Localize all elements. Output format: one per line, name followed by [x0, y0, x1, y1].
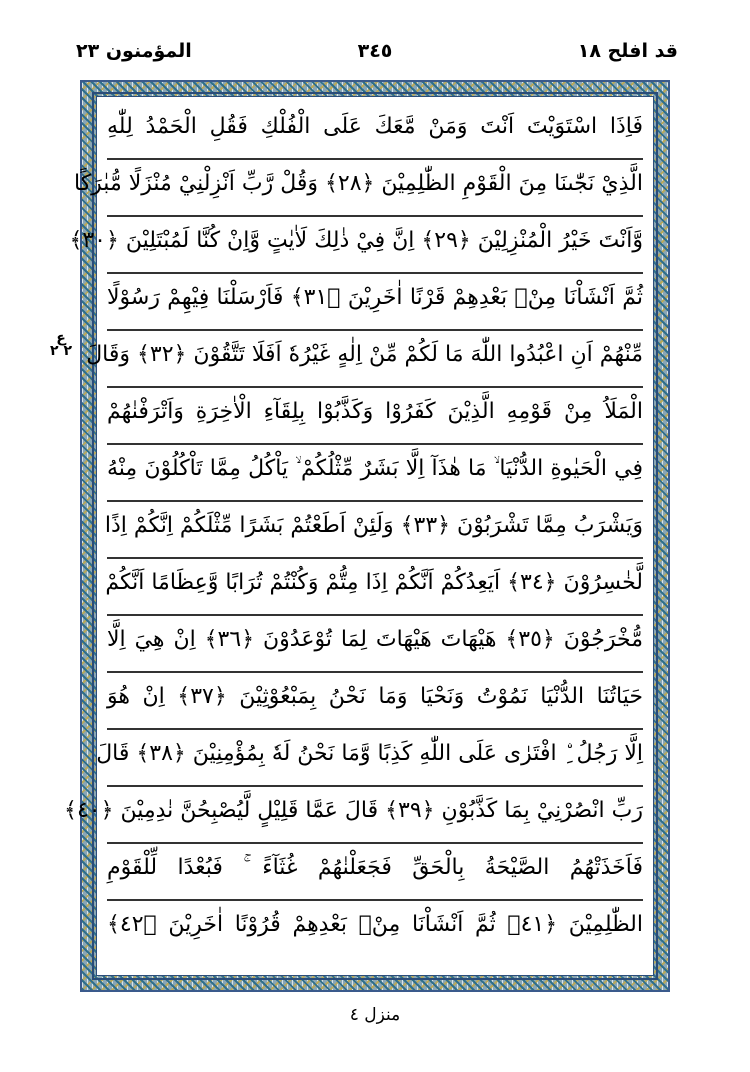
text-line-1: فَاِذَا اسْتَوَيْتَ اَنْتَ وَمَنْ مَّعَكَ عَلَى الْفُلْكِ فَقُلِ الْحَمْدُ لِلّٰهِ — [107, 101, 643, 160]
manzil-label: منزل ٤ — [349, 1005, 401, 1025]
decorative-border — [64, 80, 670, 992]
text-line-13: رَبِّ انْصُرْنِيْ بِمَا كَذَّبُوْنِ ﴿٣٩﴾ قَالَ عَمَّا قَلِيْلٍ لَّيُصْبِحُنَّ نٰدِمِيْنَ ﴿٤٠﴾ — [107, 785, 643, 844]
text-line-11: حَيَاتُنَا الدُّنْيَا نَمُوْتُ وَنَحْيَا وَمَا نَحْنُ بِمَبْعُوْثِيْنَ ﴿٣٧﴾ اِنْ هُوَ — [107, 671, 643, 730]
text-line-12: اِلَّا رَجُلُ ِۨ افْتَرٰى عَلَى اللّٰهِ كَذِبًا وَّمَا نَحْنُ لَهٗ بِمُؤْمِنِيْنَ ﴿٣٨﴾ قَالَ — [107, 728, 643, 787]
juz-title: قد افلح ١٨ — [577, 40, 678, 62]
text-line-3: وَّاَنْتَ خَيْرُ الْمُنْزِلِيْنَ ﴿٢٩﴾ اِنَّ فِيْ ذٰلِكَ لَاٰيٰتٍ وَّاِنْ كُنَّا لَمُبْتَلِيْنَ ﴿٣٠﴾ — [107, 215, 643, 274]
text-line-9: لَّخٰسِرُوْنَ ﴿٣٤﴾ اَيَعِدُكُمْ اَنَّكُمْ اِذَا مِتُّمْ وَكُنْتُمْ تُرَابًا وَّعِظَامًا اَنَّكُمْ — [107, 557, 643, 616]
ruku-marker: ع ٢ ٢ — [50, 330, 72, 359]
text-line-2: الَّذِيْ نَجّٰىنَا مِنَ الْقَوْمِ الظّٰلِمِيْنَ ﴿٢٨﴾ وَقُلْ رَّبِّ اَنْزِلْنِيْ مُنْزَلًا مُّبٰرَكًا — [107, 158, 643, 217]
text-line-5: مِّنْهُمْ اَنِ اعْبُدُوا اللّٰهَ مَا لَكُمْ مِّنْ اِلٰهٍ غَيْرُهٗ اَفَلَا تَتَّقُوْنَ ﴿٣٢﴾ وَقَالَ — [107, 329, 643, 388]
text-line-8: وَيَشْرَبُ مِمَّا تَشْرَبُوْنَ ﴿٣٣﴾ وَلَئِنْ اَطَعْتُمْ بَشَرًا مِّثْلَكُمْ اِنَّكُمْ اِذًا — [107, 500, 643, 559]
text-line-4: ثُمَّ اَنْشَاْنَا مِنْۢ بَعْدِهِمْ قَرْنًا اٰخَرِيْنَ ﴿٣١﴾ فَاَرْسَلْنَا فِيْهِمْ رَسُوْلًا — [107, 272, 643, 331]
text-line-15: الظّٰلِمِيْنَ ﴿٤١﴾ ثُمَّ اَنْشَاْنَا مِنْۢ بَعْدِهِمْ قُرُوْنًا اٰخَرِيْنَ ﴿٤٢﴾ — [107, 912, 643, 937]
text-area — [64, 96, 654, 976]
page-number: ٣٤٥ — [357, 40, 393, 62]
text-line-6: الْمَلَاُ مِنْ قَوْمِهِ الَّذِيْنَ كَفَرُوْا وَكَذَّبُوْا بِلِقَآءِ الْاٰخِرَةِ وَاَتْرَفْنٰهُمْ — [107, 386, 643, 445]
surah-title: المؤمنون ٢٣ — [76, 40, 192, 62]
text-line-7: فِي الْحَيٰوةِ الدُّنْيَا ۙ مَا هٰذَآ اِلَّا بَشَرٌ مِّثْلُكُمْ ۙ يَاْكُلُ مِمَّا تَاْكُلُوْنَ مِنْهُ — [107, 443, 643, 502]
text-line-14: فَاَخَذَتْهُمُ الصَّيْحَةُ بِالْحَقِّ فَجَعَلْنٰهُمْ غُثَآءً ۚ فَبُعْدًا لِّلْقَوْمِ — [107, 842, 643, 901]
text-line-10: مُّخْرَجُوْنَ ﴿٣٥﴾ هَيْهَاتَ هَيْهَاتَ لِمَا تُوْعَدُوْنَ ﴿٣٦﴾ اِنْ هِيَ اِلَّا — [107, 614, 643, 673]
